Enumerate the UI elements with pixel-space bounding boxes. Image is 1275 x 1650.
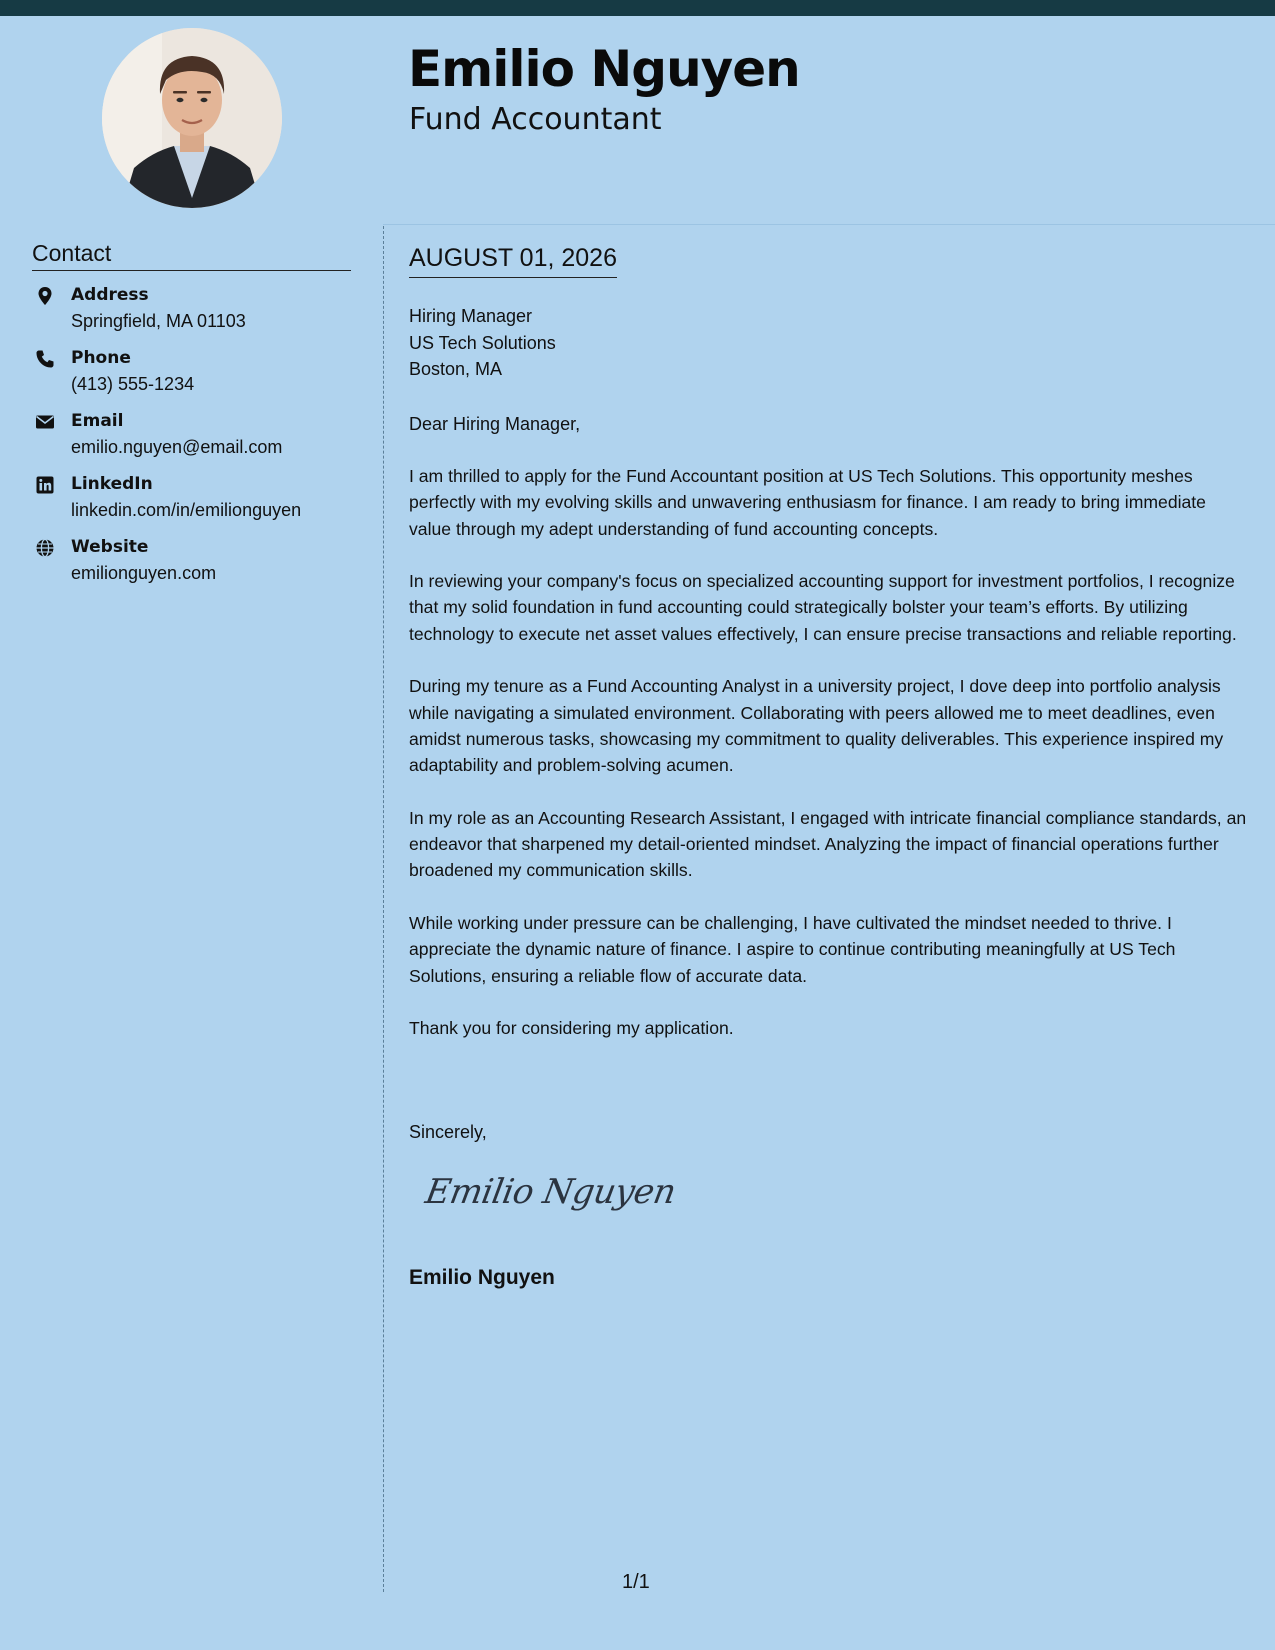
letter-body — [409, 463, 1251, 1068]
contact-item-phone — [32, 347, 372, 410]
signer-name: Emilio Nguyen — [409, 1266, 555, 1289]
letter-date: AUGUST 01, 2026 — [409, 244, 617, 278]
signature: Emilio Nguyen — [422, 1172, 679, 1212]
recipient-line: Hiring Manager — [409, 306, 533, 326]
top-accent-bar — [0, 0, 1275, 16]
contact-item-website — [32, 536, 372, 599]
contact-heading: Contact — [32, 240, 351, 271]
contact-value: (413) 555-1234 — [71, 374, 195, 394]
column-divider — [383, 226, 384, 1592]
contact-item-linkedin — [32, 473, 372, 536]
recipient-block — [409, 303, 556, 383]
closing: Sincerely, — [409, 1122, 487, 1142]
contact-value: emilio.nguyen@email.com — [71, 437, 283, 457]
contact-label: Email — [71, 411, 124, 431]
contact-label: Address — [71, 285, 149, 305]
contact-label: Phone — [71, 348, 131, 368]
phone-icon — [35, 349, 55, 369]
candidate-job-title: Fund Accountant — [409, 102, 662, 137]
contact-label: LinkedIn — [71, 474, 153, 494]
body-paragraph: While working under pressure can be challenging, I have cultivated the mindset needed to thrive. I appreciate the dynamic nature of finance. I aspire to continue contributing meaningfully at US Tech Solutions, ensuring a reliable flow of accurate data. — [409, 913, 1176, 986]
body-paragraph: In reviewing your company's focus on specialized accounting support for investment portfolios, I recognize that my solid foundation in fund accounting could strategically bolster your team’s efforts. By utilizing technology to execute net asset values effectively, I can ensure precise transactions and reliable reporting. — [409, 571, 1237, 644]
contact-list — [32, 284, 372, 599]
salutation: Dear Hiring Manager, — [409, 414, 581, 434]
body-paragraph: I am thrilled to apply for the Fund Accountant position at US Tech Solutions. This opportunity meshes perfectly with my evolving skills and unwavering enthusiasm for finance. I am ready to bring immediate value through my adept understanding of fund accounting concepts. — [409, 466, 1206, 539]
header-divider — [383, 224, 1275, 225]
profile-photo — [102, 28, 282, 208]
recipient-line: Boston, MA — [409, 359, 503, 379]
globe-icon — [35, 538, 55, 558]
page-number: 1/1 — [622, 1571, 650, 1593]
candidate-name: Emilio Nguyen — [408, 40, 800, 98]
contact-label: Website — [71, 537, 149, 557]
recipient-line: US Tech Solutions — [409, 332, 556, 353]
contact-value: Springfield, MA 01103 — [71, 311, 246, 331]
body-paragraph: During my tenure as a Fund Accounting Analyst in a university project, I dove deep into portfolio analysis while navigating a simulated environment. Collaborating with peers allowed me to meet deadlines, even amidst numerous tasks, showcasing my commitment to quality deliverables. This experience inspired my adaptability and problem-solving acumen. — [409, 676, 1224, 776]
contact-value: linkedin.com/in/emilionguyen — [71, 500, 302, 520]
contact-item-email — [32, 410, 372, 473]
linkedin-icon — [35, 475, 55, 495]
contact-value: emilionguyen.com — [71, 563, 217, 583]
contact-item-address — [32, 284, 372, 347]
body-paragraph: Thank you for considering my application. — [409, 1018, 734, 1039]
map-pin-icon — [35, 286, 55, 306]
envelope-icon — [35, 412, 55, 432]
body-paragraph: In my role as an Accounting Research Assistant, I engaged with intricate financial compliance standards, an endeavor that sharpened my detail-oriented mindset. Analyzing the impact of financial operations further broadened my communication skills. — [409, 807, 1247, 881]
